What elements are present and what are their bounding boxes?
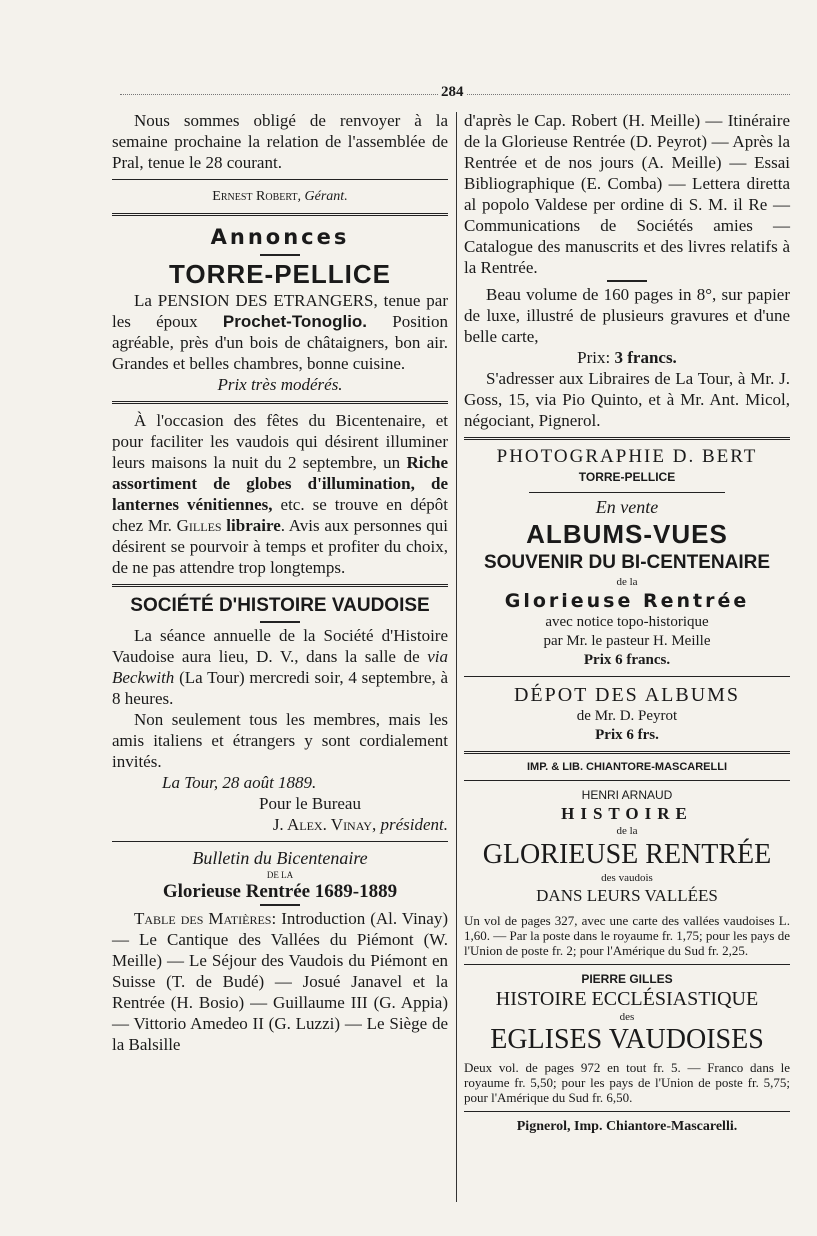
bulletin-title (112, 848, 448, 869)
signature-line (112, 814, 448, 835)
glorieuse-rentree-big: GLORIEUSE RENTRÉE (482, 839, 772, 870)
glorieuse-rentree-gothic: Glorieuse Rentrée (504, 590, 750, 612)
glorieuse-rentree-dates: Glorieuse Rentrée 1689-1889 (162, 881, 398, 902)
pierre-gilles: PIERRE GILLES (581, 972, 673, 986)
prix-6-francs: Prix 6 francs. (583, 652, 671, 668)
annonces-title: Annonces (210, 225, 350, 249)
short-rule (607, 280, 647, 282)
occasion-mid: etc. se trouve en dépôt chez Mr. (112, 495, 448, 535)
occasion-ad (112, 410, 448, 578)
pension-ad (112, 290, 448, 374)
gerant-line (112, 186, 448, 207)
date-text: La Tour, 28 août 1889. (162, 773, 317, 792)
societe-title: SOCIÉTÉ D'HISTOIRE VAUDOISE (130, 595, 430, 616)
prix-value: 3 francs. (614, 348, 677, 367)
en-vente-text: En vente (595, 497, 659, 517)
des-vaudois: des vaudois (601, 872, 653, 884)
left-column (112, 110, 448, 1055)
seance-paragraph (112, 625, 448, 709)
table-text: : Introduction (Al. Vinay) — Le Cantique des Vallées du Piémont (W. Meille) — Le Séjour des Vaudois du Piémont en Suisse (T. de Budé) — Josué Janavel et la Rentrée (H. Bosio) — Guillaume III (G. Appia) — Vittorio Amedeo II (G. Luzzi) — Le Siège de la Balsille (112, 909, 448, 1054)
souvenir-title: SOUVENIR DU BI-CENTENAIRE (483, 552, 771, 573)
torre-pellice-title: TORRE-PELLICE (169, 259, 391, 289)
adresser-paragraph: S'adresser aux Libraires de La Tour, à Mr. J. Goss, 15, via Pio Quinto, et à Mr. Ant. Micol, négociant, Pignerol. (464, 369, 790, 430)
short-rule (260, 904, 300, 906)
bulletin-text: Bulletin du Bicentenaire (192, 848, 368, 868)
divider (464, 676, 790, 677)
divider (112, 401, 448, 404)
imprimerie-line: IMP. & LIB. CHIANTORE-MASCARELLI (526, 761, 728, 773)
des-small: des (619, 1011, 635, 1023)
histoire-ecclesiastique: HISTOIRE ECCLÉSIASTIQUE (495, 988, 759, 1010)
table-des-matieres (112, 908, 448, 1055)
occasion-post: . Avis aux personnes qui désirent se pourvoir à temps et profiter du choix, de ne pas attendre trop longtemps. (112, 516, 448, 577)
seance-text: La séance annuelle de la Société d'Histoire Vaudoise aura lieu, D. V., dans la salle de (112, 626, 448, 666)
divider (464, 751, 790, 754)
de-la-small: de la (616, 825, 638, 837)
histoire-title: HISTOIRE (561, 804, 693, 823)
signer-title: président. (376, 815, 448, 834)
pension-text: La PENSION DES ETRANGERS, tenue par les époux (112, 291, 448, 331)
depot-title: DÉPOT DES ALBUMS (513, 684, 741, 706)
depot-owner: de Mr. D. Peyrot (576, 708, 678, 724)
notice-paragraph: Nous sommes obligé de renvoyer à la semaine prochaine la relation de l'assemblée de Pral, tenue le 28 courant. (112, 111, 448, 172)
en-vente (464, 497, 790, 518)
gerant-name: Ernest Robert (212, 189, 298, 204)
henri-arnaud: HENRI ARNAUD (581, 788, 673, 802)
photographie-place: TORRE-PELLICE (578, 470, 676, 484)
seance-post: (La Tour) mercredi soir, 4 septembre, à 8 heures. (112, 668, 448, 708)
signer-name: J. Alex. Vinay, (272, 815, 377, 834)
right-column (464, 110, 790, 1136)
date-line (112, 772, 448, 793)
seance-via: via Beckwith (112, 647, 448, 687)
divider (112, 213, 448, 216)
par-pasteur: par Mr. le pasteur H. Meille (543, 633, 711, 649)
avec-notice: avec notice topo-historique (545, 614, 709, 630)
volume-description: Beau volume de 160 pages in 8°, sur papier de luxe, illustré de plusieurs gravures et d'une belle carte, (464, 285, 790, 346)
photographie-title: PHOTOGRAPHIE D. BERT (496, 446, 758, 467)
gilles-name: Gilles (176, 516, 222, 535)
divider (464, 964, 790, 965)
prix-line (464, 347, 790, 368)
pour-le-bureau: Pour le Bureau (259, 794, 361, 813)
divider (112, 179, 448, 180)
membres-paragraph: Non seulement tous les membres, mais les amis italiens et étrangers y sont cordialement invités. (112, 710, 448, 771)
page-number: 284 (438, 84, 467, 101)
divider (529, 492, 725, 493)
gerant-title: , Gérant. (297, 189, 348, 204)
table-label: Table des Matières (134, 909, 272, 928)
occasion-bold: Riche assortiment de globes d'illumination, de lanternes vénitiennes, (112, 453, 448, 514)
divider (112, 584, 448, 587)
occasion-text: À l'occasion des fêtes du Bicentenaire, et pour faciliter les vaudois qui désirent illuminer leurs maisons la nuit du 2 septembre, un (112, 411, 448, 472)
imprint: Pignerol, Imp. Chiantore-Mascarelli. (516, 1119, 738, 1134)
divider (112, 841, 448, 842)
pension-description: Position agréable, près d'un bois de châtaigners, bon air. Grandes et belles chambres, bonne cuisine. (112, 312, 448, 373)
albums-vues-title: ALBUMS-VUES (526, 519, 728, 549)
de-la-small: de la (616, 576, 638, 588)
page-header (120, 84, 790, 100)
volume2-details: Deux vol. de pages 972 en tout fr. 5. — Franco dans le royaume fr. 5,50; pour les pays de l'Union de poste fr. 5,75; pour l'Amérique du Sud fr. 6,50. (464, 1060, 790, 1105)
eglises-vaudoises: EGLISES VAUDOISES (490, 1024, 764, 1055)
short-rule (260, 254, 300, 256)
column-divider (456, 112, 457, 1202)
prix-text: Prix très modérés. (217, 375, 343, 394)
pension-owners: Prochet-Tonoglio. (222, 312, 368, 331)
divider (464, 1111, 790, 1112)
prix-moderes (112, 374, 448, 395)
prix-6-frs: Prix 6 frs. (595, 727, 659, 743)
libraire: libraire (226, 516, 281, 535)
prix-label: Prix: (577, 348, 615, 367)
de-la-small: DE LA (266, 870, 294, 880)
volume1-details: Un vol de pages 327, avec une carte des vallées vaudoises L. 1,60. — Par la poste dans le royaume fr. 1,75; pour les pays de l'Union de poste fr. 2; pour l'Amérique du Sud fr. 2,25. (464, 913, 791, 958)
divider (464, 780, 790, 781)
dans-leurs-vallees: DANS LEURS VALLÉES (536, 886, 718, 905)
short-rule (260, 621, 300, 623)
divider (464, 437, 790, 440)
table-continuation: d'après le Cap. Robert (H. Meille) — Itinéraire de la Glorieuse Rentrée (D. Peyrot) — Après la Rentrée et de nos jours (A. Meille) — Essai Bibliographique (E. Comba) — Lettera diretta al popolo Valdese per ordine di S. M. il Re — Communications de Sociétés amies — Catalogue des manuscrits et des livres relatifs à la Rentrée. (464, 111, 790, 277)
